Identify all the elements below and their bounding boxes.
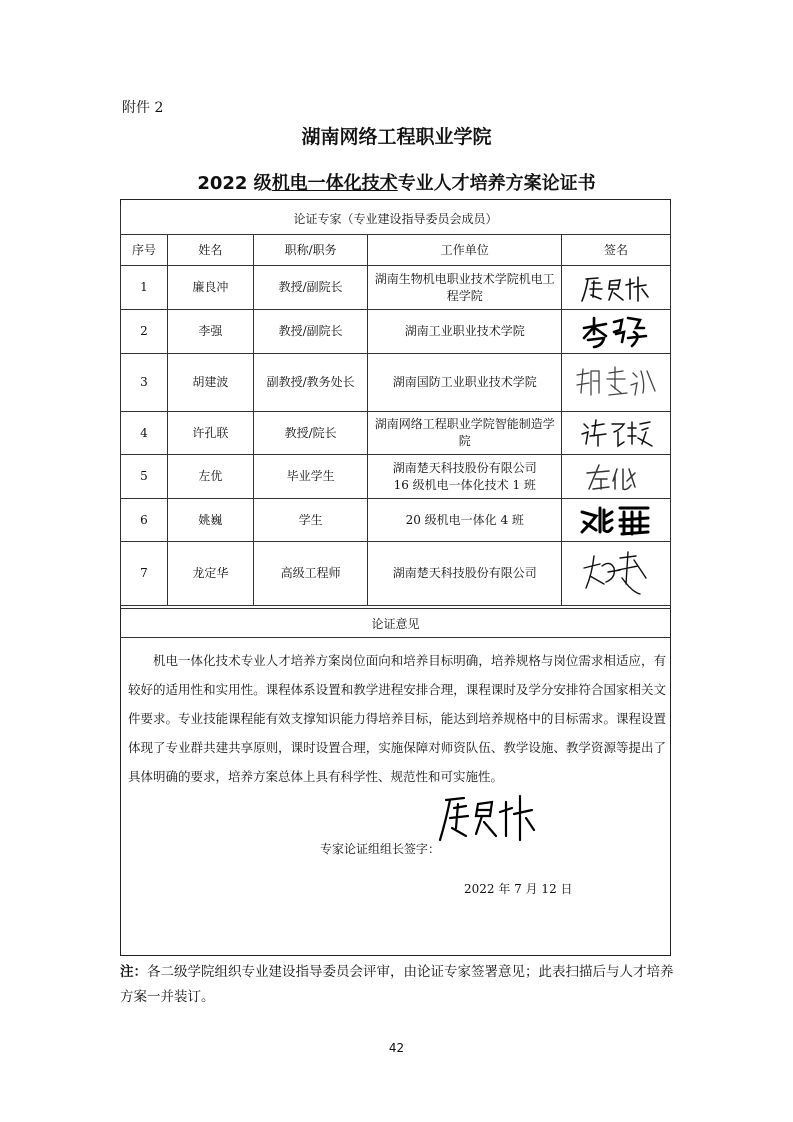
- expert-signature: [562, 266, 671, 310]
- expert-unit: [368, 542, 562, 606]
- unit-line: 湖南生物机电职业技术学院机电工: [374, 271, 555, 286]
- title-prefix: 2022 级: [197, 173, 272, 194]
- leader-sign-label: 专家论证组组长签字：: [320, 842, 441, 856]
- experts-caption: 论证专家（专业建设指导委员会成员）: [121, 205, 671, 235]
- table-row: [121, 455, 671, 499]
- column-header: 职称/职务: [253, 235, 368, 266]
- note-label: 注：: [120, 964, 147, 980]
- expert-title: 教授/副院长: [253, 266, 368, 310]
- unit-line: 湖南楚天科技股份有限公司: [392, 566, 537, 580]
- row-number: 1: [121, 266, 168, 310]
- handwritten-signature-image: [576, 314, 656, 350]
- opinion-text: 机电一体化技术专业人才培养方案岗位面向和培养目标明确，培养规格与岗位需求相适应，有较好的适用性和实用性。课程体系设置和教学进程安排合理，课程课时及学分安排符合国家相关文件要求。专业技能课程能有效支撑知识能力得培养目标，能达到培养规格中的目标需求。课程设置体现了专业群共建共享原则，课时设置合理，实施保障对师资队伍、教学设施、教学资源等提出了具体明确的要求，培养方案总体上具有科学性、规范性和可实施性。: [128, 653, 666, 784]
- leader-signature: [432, 790, 542, 852]
- unit-line: 16 级机电一体化技术 1 班: [393, 477, 536, 492]
- expert-signature: [562, 542, 671, 606]
- expert-name: 左优: [167, 455, 253, 499]
- school-title: 湖南网络工程职业学院: [301, 126, 492, 148]
- expert-title: 教授/副院长: [253, 310, 368, 354]
- table-row: [121, 266, 671, 310]
- row-number: 2: [121, 310, 168, 354]
- expert-unit: [368, 354, 562, 412]
- row-number: 3: [121, 354, 168, 412]
- expert-unit: [368, 266, 562, 310]
- title-suffix: 专业人才培养方案论证书: [397, 173, 596, 194]
- unit-line: 院: [458, 434, 471, 448]
- expert-name: 李强: [167, 310, 253, 354]
- expert-name: 姚巍: [167, 499, 253, 542]
- handwritten-signature-image: [576, 416, 656, 450]
- footnote: [120, 960, 680, 1010]
- expert-name: 胡建波: [167, 354, 253, 412]
- sign-date: 2022 年 7 月 12 日: [464, 882, 573, 896]
- unit-line: 湖南网络工程职业学院智能制造学: [374, 417, 555, 431]
- expert-signature: [562, 412, 671, 455]
- expert-title: 毕业学生: [253, 455, 368, 499]
- row-number: 7: [121, 542, 168, 606]
- document-title: [0, 169, 793, 195]
- table-row: [121, 499, 671, 542]
- handwritten-signature-image: [576, 548, 656, 600]
- expert-unit: [368, 455, 562, 499]
- expert-title: 学生: [253, 499, 368, 542]
- column-header: 序号: [121, 235, 168, 266]
- expert-name: 廉良冲: [167, 266, 253, 310]
- unit-line: 20 级机电一体化 4 班: [405, 512, 524, 527]
- column-header: 工作单位: [368, 235, 562, 266]
- handwritten-signature-image: [581, 461, 651, 493]
- expert-unit: [368, 412, 562, 455]
- table-row: [121, 310, 671, 354]
- handwritten-signature-image: [576, 271, 656, 305]
- expert-title: 教授/院长: [253, 412, 368, 455]
- expert-title: 副教授/教务处长: [253, 354, 368, 412]
- page-number: 42: [388, 1041, 405, 1055]
- table-row: [121, 542, 671, 606]
- expert-name: 许孔联: [167, 412, 253, 455]
- row-number: 5: [121, 455, 168, 499]
- expert-signature: [562, 354, 671, 412]
- unit-line: 湖南楚天科技股份有限公司: [392, 460, 537, 475]
- row-number: 6: [121, 499, 168, 542]
- column-header: 姓名: [167, 235, 253, 266]
- unit-line: 湖南国防工业职业技术学院: [392, 375, 537, 389]
- unit-line: 湖南工业职业技术学院: [404, 324, 525, 338]
- row-number: 4: [121, 412, 168, 455]
- handwritten-signature-image: [571, 363, 661, 403]
- title-major: 机电一体化技术: [271, 173, 398, 194]
- table-row: [121, 412, 671, 455]
- handwritten-signature-image: [432, 790, 542, 848]
- expert-signature: [562, 310, 671, 354]
- expert-unit: [368, 499, 562, 542]
- table-header-row: [121, 235, 671, 266]
- expert-unit: [368, 310, 562, 354]
- experts-table: [120, 205, 671, 606]
- opinion-heading: 论证意见: [120, 608, 671, 638]
- unit-line: 程学院: [446, 288, 483, 303]
- handwritten-signature-image: [576, 502, 656, 538]
- note-text: 各二级学院组织专业建设指导委员会评审，由论证专家签署意见；此表扫描后与人才培养方案一并装订。: [120, 964, 674, 1005]
- expert-title: 高级工程师: [253, 542, 368, 606]
- attachment-label: 附件 2: [122, 100, 164, 116]
- expert-signature: [562, 499, 671, 542]
- table-row: [121, 354, 671, 412]
- expert-signature: [562, 455, 671, 499]
- column-header: 签名: [562, 235, 671, 266]
- expert-name: 龙定华: [167, 542, 253, 606]
